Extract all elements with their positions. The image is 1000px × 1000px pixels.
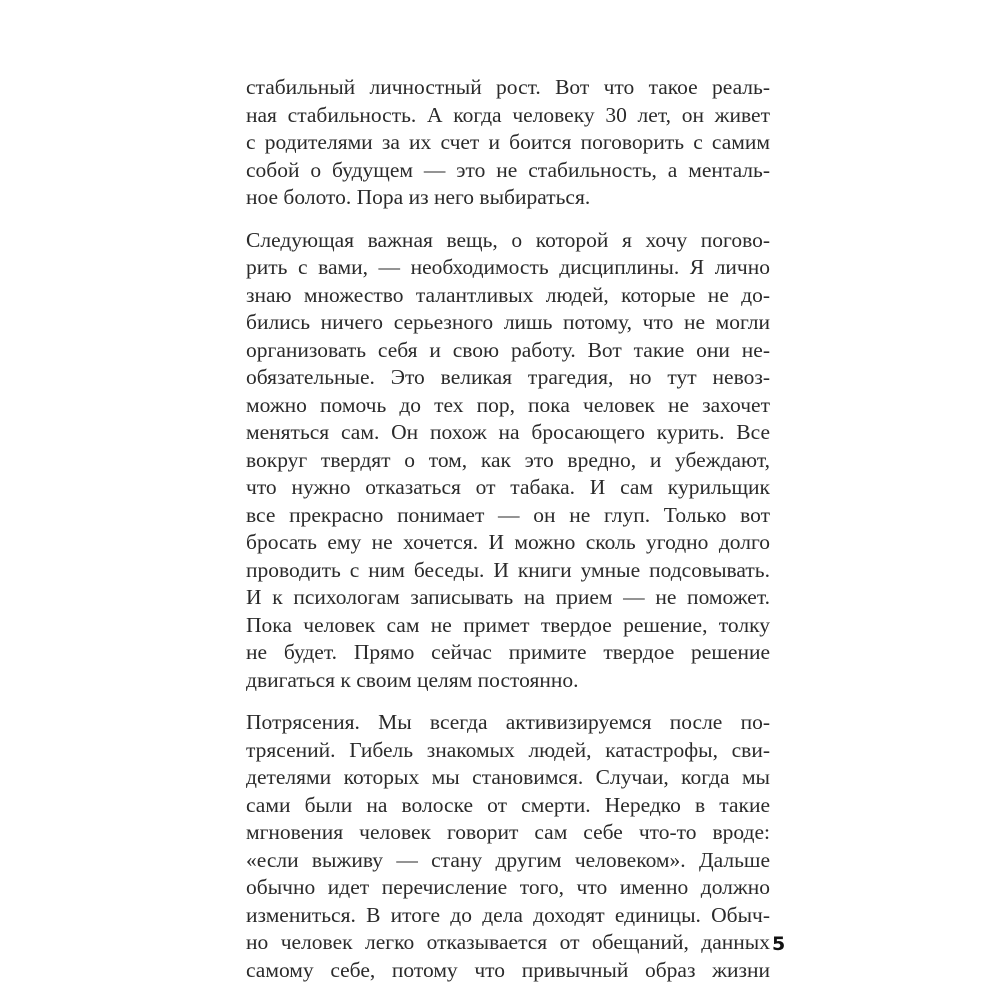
- text-line: бросать ему не хочется. И можно сколь угодно долго: [246, 530, 770, 554]
- text-line: И к психологам записывать на прием — не поможет.: [246, 585, 770, 609]
- text-line: собой о будущем — это не стабильность, а менталь-: [246, 157, 770, 182]
- page-number: 5: [772, 933, 786, 955]
- text-line: стабильный личностный рост. Вот что такое реаль-: [246, 75, 770, 99]
- text-line: обычно идет перечисление того, что именно должно: [246, 875, 770, 899]
- text-line: можно помочь до тех пор, пока человек не захочет: [246, 392, 770, 417]
- text-line: знаю множество талантливых людей, которые не до-: [246, 282, 770, 307]
- text-line: измениться. В итоге до дела доходят единицы. Обыч-: [246, 902, 770, 927]
- text-line: трясений. Гибель знакомых людей, катастрофы, сви-: [246, 737, 770, 762]
- text-line: Пока человек сам не примет твердое решение, толку: [246, 612, 770, 637]
- text-line: Следующая важная вещь, о которой я хочу погово-: [246, 227, 770, 252]
- text-line: проводить с ним беседы. И книги умные подсовывать.: [246, 557, 770, 582]
- text-line: самому себе, потому что привычный образ жизни: [246, 957, 770, 982]
- text-line: но человек легко отказывается от обещаний, данных: [246, 930, 770, 954]
- text-line: бились ничего серьезного лишь потому, что не могли: [246, 310, 770, 334]
- text-line: сами были на волоске от смерти. Нередко в такие: [246, 792, 770, 817]
- paragraph: [246, 74, 770, 212]
- text-line: детелями которых мы становимся. Случаи, когда мы: [246, 765, 770, 789]
- text-line: «если выживу — стану другим человеком». Дальше: [246, 847, 770, 872]
- text-line: не будет. Прямо сейчас примите твердое решение: [246, 640, 770, 664]
- text-line: что нужно отказаться от табака. И сам курильщик: [246, 475, 770, 499]
- paragraph: [246, 709, 770, 984]
- text-line: меняться сам. Он похож на бросающего курить. Все: [246, 420, 770, 444]
- paragraph: [246, 227, 770, 695]
- text-line: рить с вами, — необходимость дисциплины. Я лично: [246, 255, 770, 279]
- text-line: вокруг твердят о том, как это вредно, и убеждают,: [246, 447, 770, 472]
- text-line: мгновения человек говорит сам себе что-то вроде:: [246, 820, 770, 844]
- text-line: ная стабильность. А когда человеку 30 лет, он живет: [246, 102, 770, 127]
- text-line: ное болото. Пора из него выбираться.: [246, 185, 591, 209]
- text-line: все прекрасно понимает — он не глуп. Только вот: [246, 502, 770, 527]
- text-line: Потрясения. Мы всегда активизируемся после по-: [246, 710, 770, 734]
- text-line: с родителями за их счет и боится поговорить с самим: [246, 130, 770, 154]
- text-line: организовать себя и свою работу. Вот такие они не-: [246, 337, 770, 362]
- page-body-text: [246, 74, 770, 999]
- text-line: двигаться к своим целям постоянно.: [246, 667, 579, 692]
- text-line: обязательные. Это великая трагедия, но тут невоз-: [246, 365, 770, 389]
